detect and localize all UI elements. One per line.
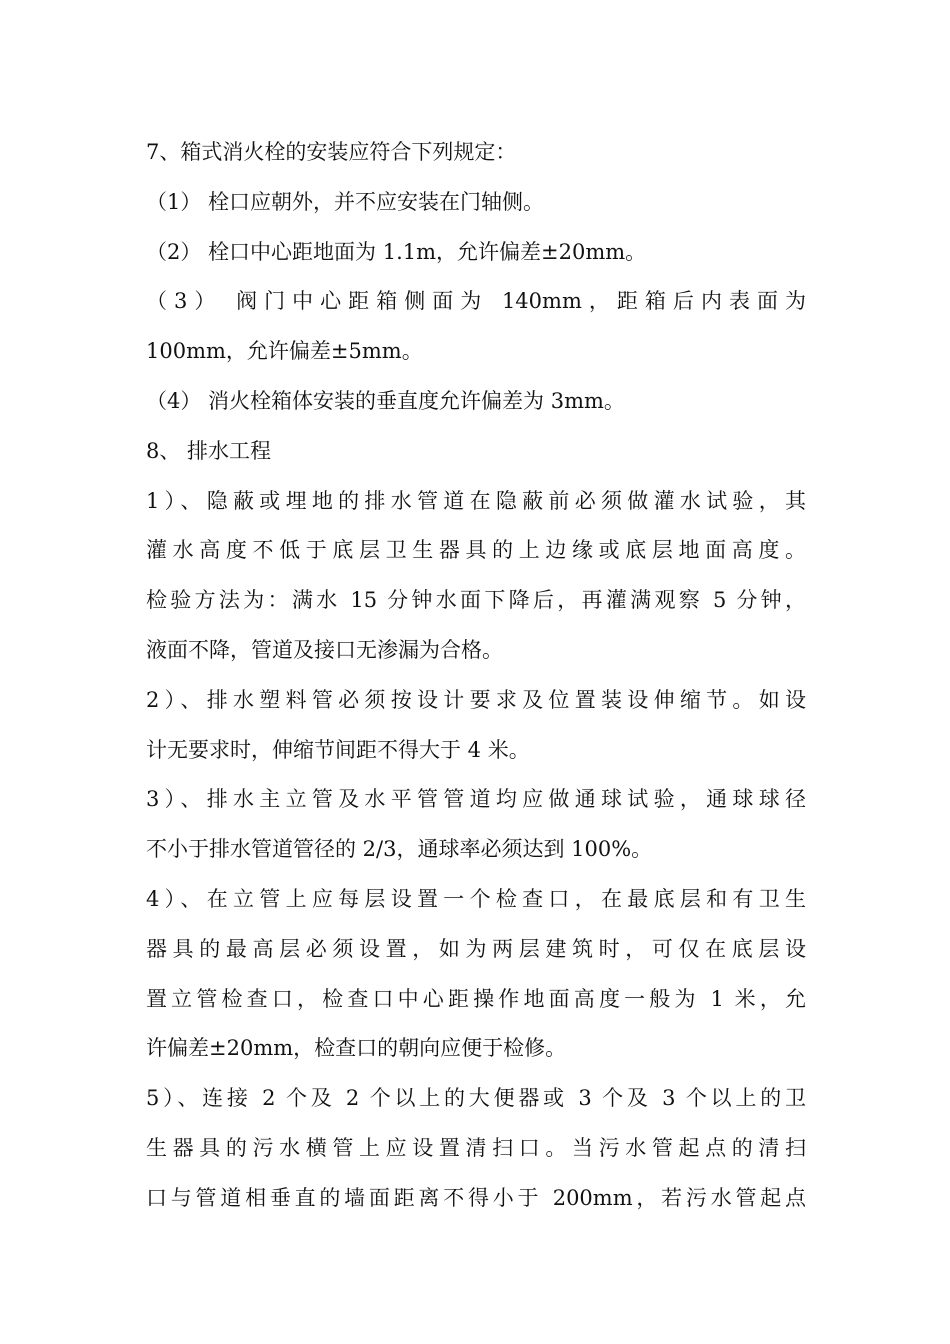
text-line-para-5: 生器具的污水横管上应设置清扫口。当污水管起点的清扫 (146, 1135, 806, 1160)
text-line-para-1: 1）、隐蔽或埋地的排水管道在隐蔽前必须做灌水试验，其 (146, 488, 806, 513)
text-line-para-5: 口与管道相垂直的墙面距离不得小于 200mm，若污水管起点 (146, 1185, 806, 1210)
text-line-para-1: 检验方法为：满水 15 分钟水面下降后，再灌满观察 5 分钟， (146, 588, 806, 613)
document-body (146, 128, 806, 1224)
text-line-para-4: 许偏差±20mm，检查口的朝向应便于检修。 (146, 1036, 567, 1061)
text-line-item-2: （2） 栓口中心距地面为 1.1m，允许偏差±20mm。 (146, 239, 647, 264)
text-line-para-1: 液面不降，管道及接口无渗漏为合格。 (146, 637, 503, 662)
text-line-para-2: 2）、排水塑料管必须按设计要求及位置装设伸缩节。如设 (146, 687, 806, 712)
text-line-para-1: 灌水高度不低于底层卫生器具的上边缘或底层地面高度。 (146, 538, 806, 563)
text-line-heading-8: 8、 排水工程 (146, 438, 272, 463)
text-line-para-3: 不小于排水管道管径的 2/3，通球率必须达到 100%。 (146, 837, 653, 862)
text-line-para-5: 5）、连接 2 个及 2 个以上的大便器或 3 个及 3 个以上的卫 (146, 1086, 806, 1111)
text-line-heading-7: 7、箱式消火栓的安装应符合下列规定： (146, 140, 517, 164)
text-line-para-4: 器具的最高层必须设置，如为两层建筑时，可仅在底层设 (146, 936, 806, 961)
text-line-item-4: （4） 消火栓箱体安装的垂直度允许偏差为 3mm。 (146, 388, 625, 413)
text-line-para-4: 4）、在立管上应每层设置一个检查口，在最底层和有卫生 (146, 886, 806, 911)
text-line-para-2: 计无要求时，伸缩节间距不得大于 4 米。 (146, 737, 530, 762)
text-line-para-4: 置立管检查口，检查口中心距操作地面高度一般为 1 米，允 (146, 986, 806, 1011)
text-line-item-3-cont: 100mm，允许偏差±5mm。 (146, 339, 423, 364)
text-line-para-3: 3）、排水主立管及水平管管道均应做通球试验，通球球径 (146, 787, 806, 812)
text-line-item-1: （1） 栓口应朝外，并不应安装在门轴侧。 (146, 189, 545, 214)
text-line-item-3: （3） 阀门中心距箱侧面为 140mm，距箱后内表面为 (146, 289, 806, 314)
